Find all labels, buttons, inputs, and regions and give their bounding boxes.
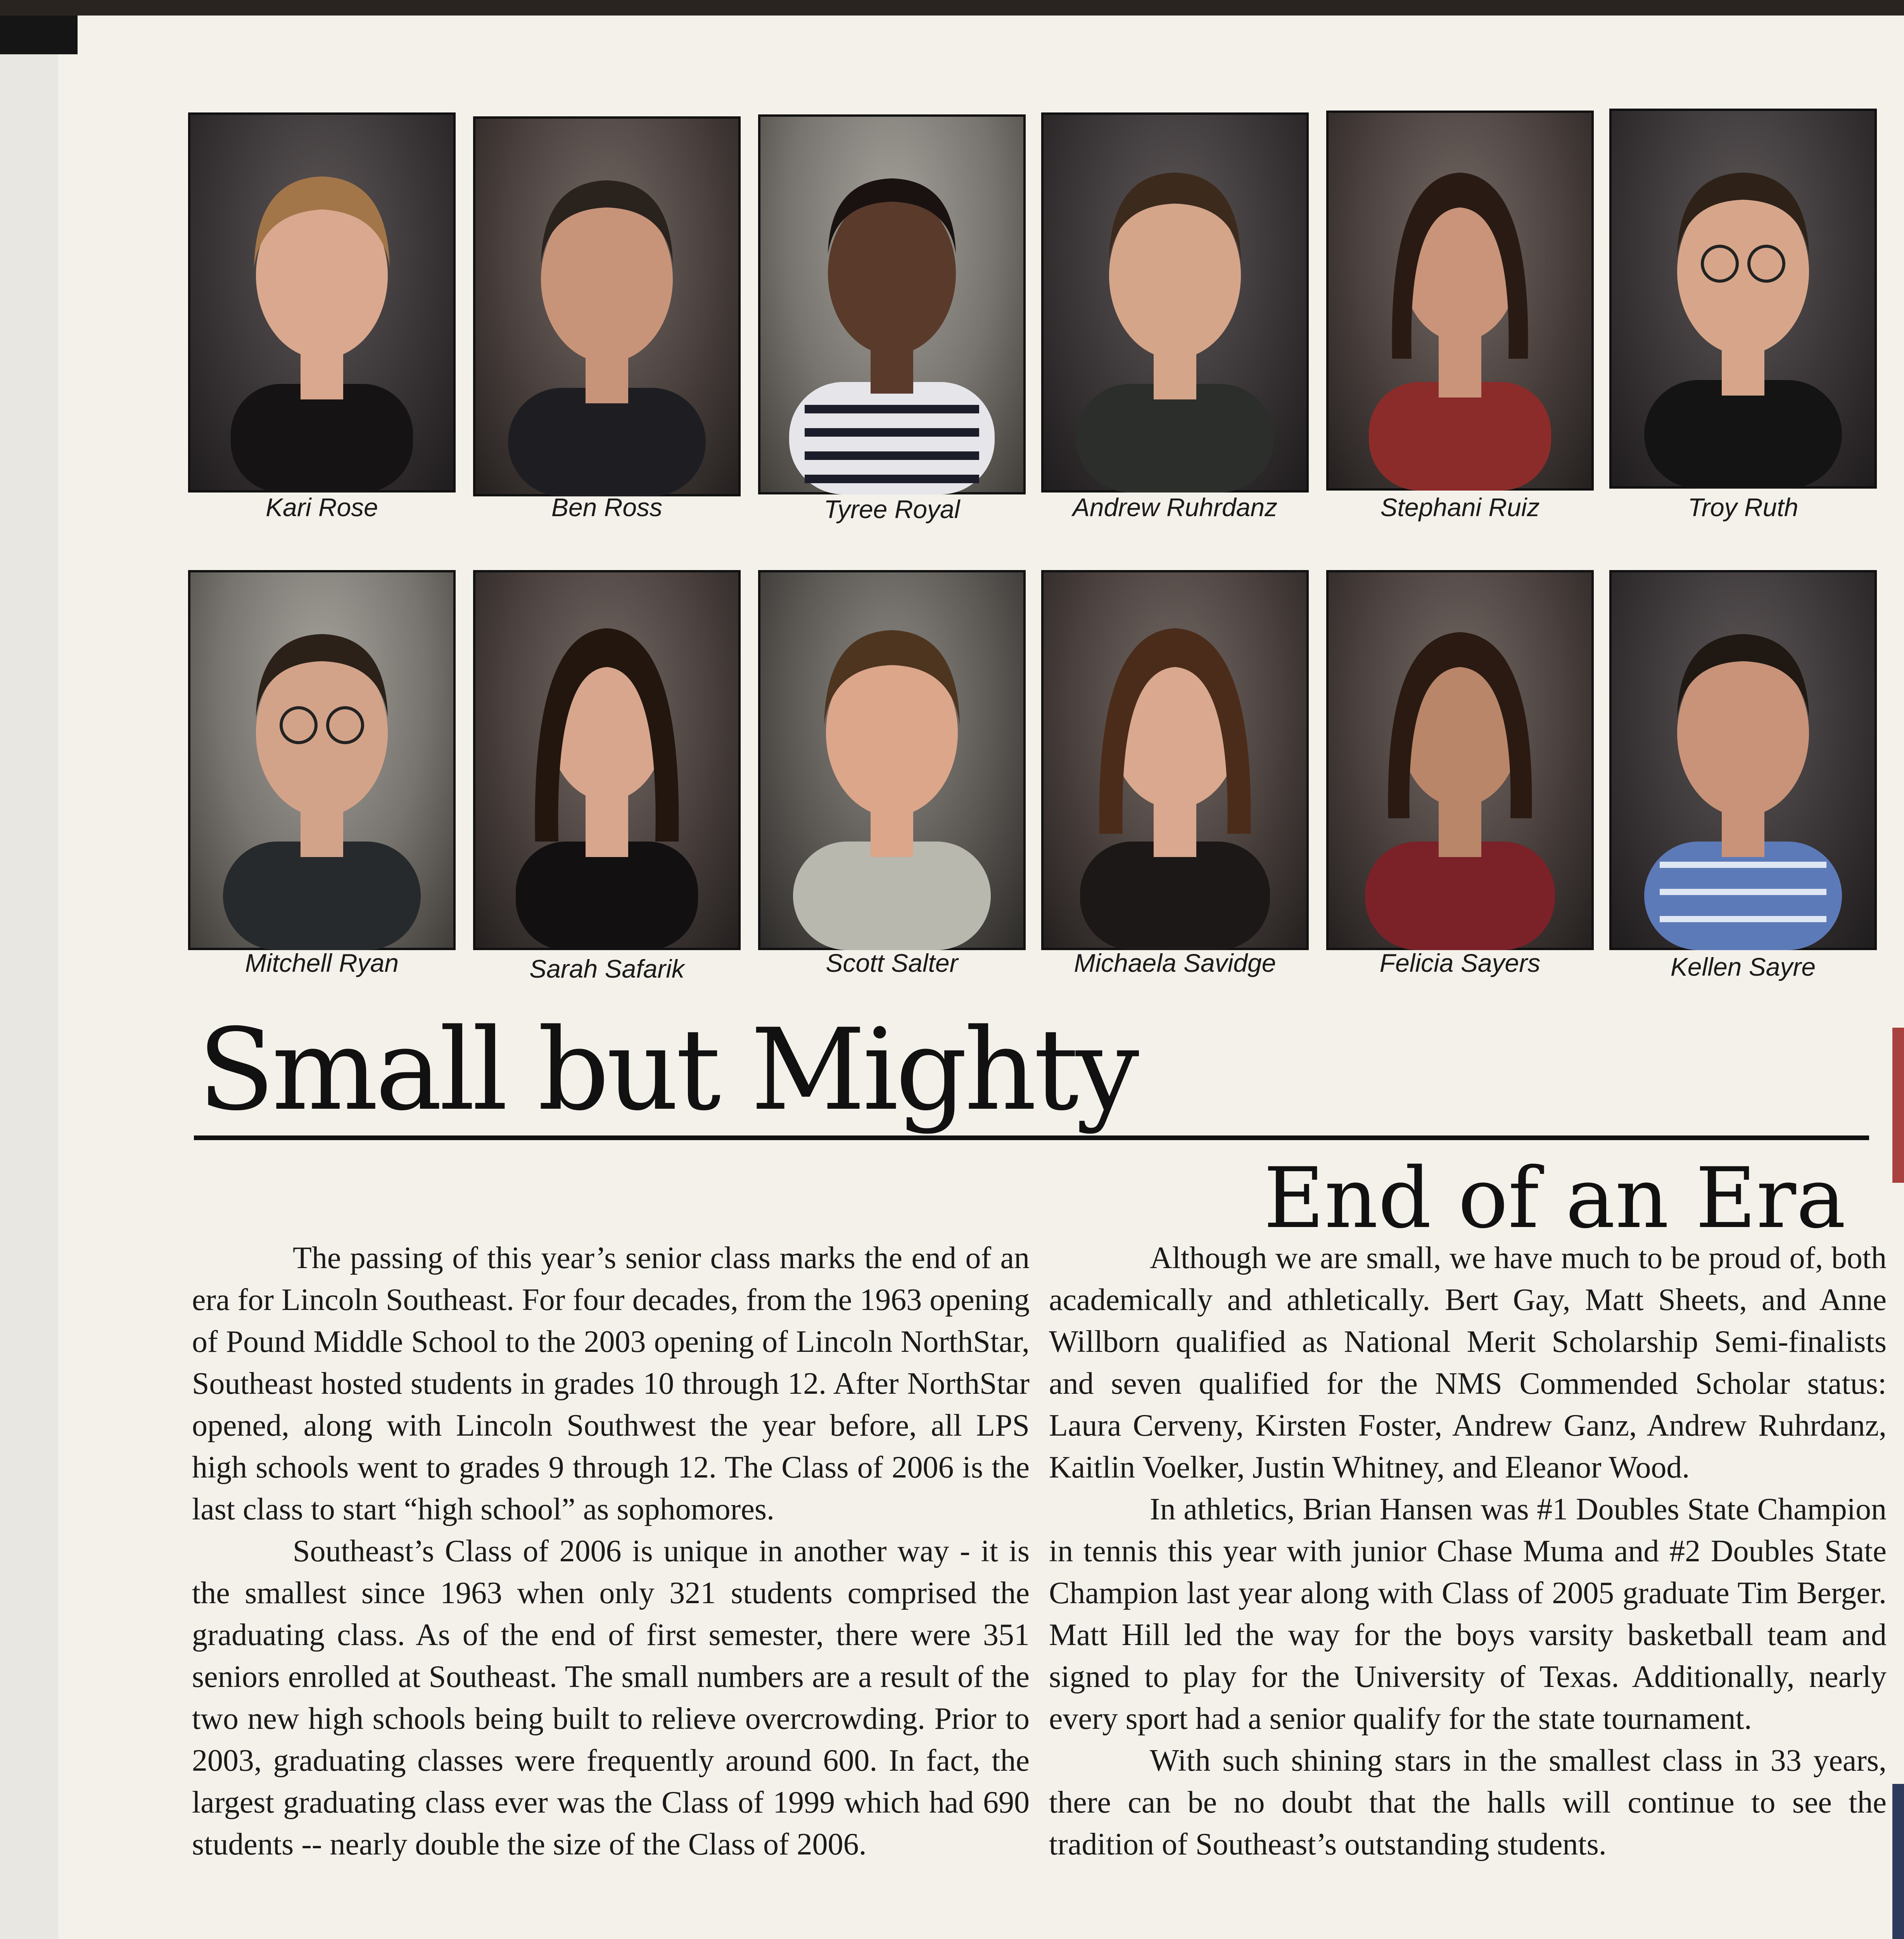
student-name: Sarah Safarik (529, 954, 684, 983)
portrait-stephani-ruiz (1326, 111, 1594, 522)
portrait-photo (1041, 112, 1309, 493)
student-name: Scott Salter (826, 949, 958, 977)
portrait-photo (188, 112, 456, 493)
portrait-andrew-ruhrdanz (1041, 112, 1309, 522)
student-name: Tyree Royal (824, 495, 960, 524)
portrait-photo (473, 570, 741, 950)
student-name: Stephani Ruiz (1380, 493, 1540, 522)
portrait-photo (188, 570, 456, 950)
student-name: Andrew Ruhrdanz (1072, 493, 1278, 522)
portrait-ben-ross (473, 116, 741, 522)
article-paragraph: Although we are small, we have much to be proud of, both academically and athletically. Bert Gay, Matt Sheets, and Anne Willborn qualified as National Merit Scholarship Semi-finalists and seven qualified for the NMS Commended Scholar status: Laura Cerveny, Kirsten Foster, Andrew Ganz, Andrew Ruhrdanz, Kaitlin Voelker, Justin Whitney, and Eleanor Wood. (1049, 1241, 1887, 1484)
portrait-photo (1326, 111, 1594, 491)
portrait-photo (1041, 570, 1309, 950)
page-edge-tab (1892, 1028, 1904, 1183)
portrait-photo (1609, 109, 1877, 489)
portrait-photo (1326, 570, 1594, 950)
portrait-photo (758, 114, 1026, 494)
article-paragraph: Southeast’s Class of 2006 is unique in another way - it is the smallest since 1963 when only 321 students comprised the graduating class. As of the end of first semester, there were 351 seniors enrolled at Southeast. The small numbers are a result of the two new high schools being built to relieve overcrowding. Prior to 2003, graduating classes were frequently around 600. In fact, the largest graduating class ever was the Class of 1999 which had 690 students -- nearly double the size of the Class of 2006. (192, 1534, 1030, 1861)
page-edge-tab (1892, 1784, 1904, 1939)
article-column-left (192, 1237, 1030, 1865)
portrait-kari-rose (188, 112, 456, 522)
portrait-kellen-sayre (1609, 570, 1877, 981)
article-paragraph: With such shining stars in the smallest class in 33 years, there can be no doubt that the halls will continue to see the tradition of Southeast’s outstanding students. (1049, 1744, 1887, 1861)
portrait-photo (1609, 570, 1877, 950)
portrait-michaela-savidge (1041, 570, 1309, 977)
student-name: Ben Ross (551, 493, 663, 522)
student-name: Kellen Sayre (1670, 952, 1816, 981)
article-column-right (1049, 1237, 1887, 1865)
binding-corner (0, 16, 78, 54)
student-name: Kari Rose (266, 493, 378, 522)
portrait-photo (473, 116, 741, 496)
student-name: Felicia Sayers (1379, 949, 1541, 977)
article-paragraph: The passing of this year’s senior class marks the end of an era for Lincoln Southeast. For four decades, from the 1963 opening of Pound Middle School to the 2003 opening of Lincoln NorthStar, Southeast hosted students in grades 10 through 12. After NorthStar opened, along with Lincoln Southwest the year before, all LPS high schools went to grades 9 through 12. The Class of 2006 is the last class to start “high school” as sophomores. (192, 1241, 1030, 1526)
title-rule (194, 1135, 1869, 1140)
article-title: Small but Mighty (198, 1005, 1136, 1135)
portrait-troy-ruth (1609, 109, 1877, 522)
portrait-scott-salter (758, 570, 1026, 977)
article-subtitle: End of an Era (1263, 1149, 1846, 1247)
portrait-tyree-royal (758, 114, 1026, 524)
student-name: Michaela Savidge (1074, 949, 1276, 977)
student-name: Mitchell Ryan (245, 949, 399, 977)
page-gutter (0, 54, 58, 1939)
portrait-mitchell-ryan (188, 570, 456, 977)
article-paragraph: In athletics, Brian Hansen was #1 Doubles State Champion in tennis this year with junior Chase Muma and #2 Doubles State Champion last year along with Class of 2005 graduate Tim Berger. Matt Hill led the way for the boys varsity basketball team and signed to play for the University of Texas. Additionally, nearly every sport had a senior qualify for the state tournament. (1049, 1492, 1887, 1736)
portrait-felicia-sayers (1326, 570, 1594, 977)
portrait-sarah-safarik (473, 570, 741, 983)
portrait-photo (758, 570, 1026, 950)
student-name: Troy Ruth (1688, 493, 1799, 522)
page-top-border (0, 0, 1904, 16)
